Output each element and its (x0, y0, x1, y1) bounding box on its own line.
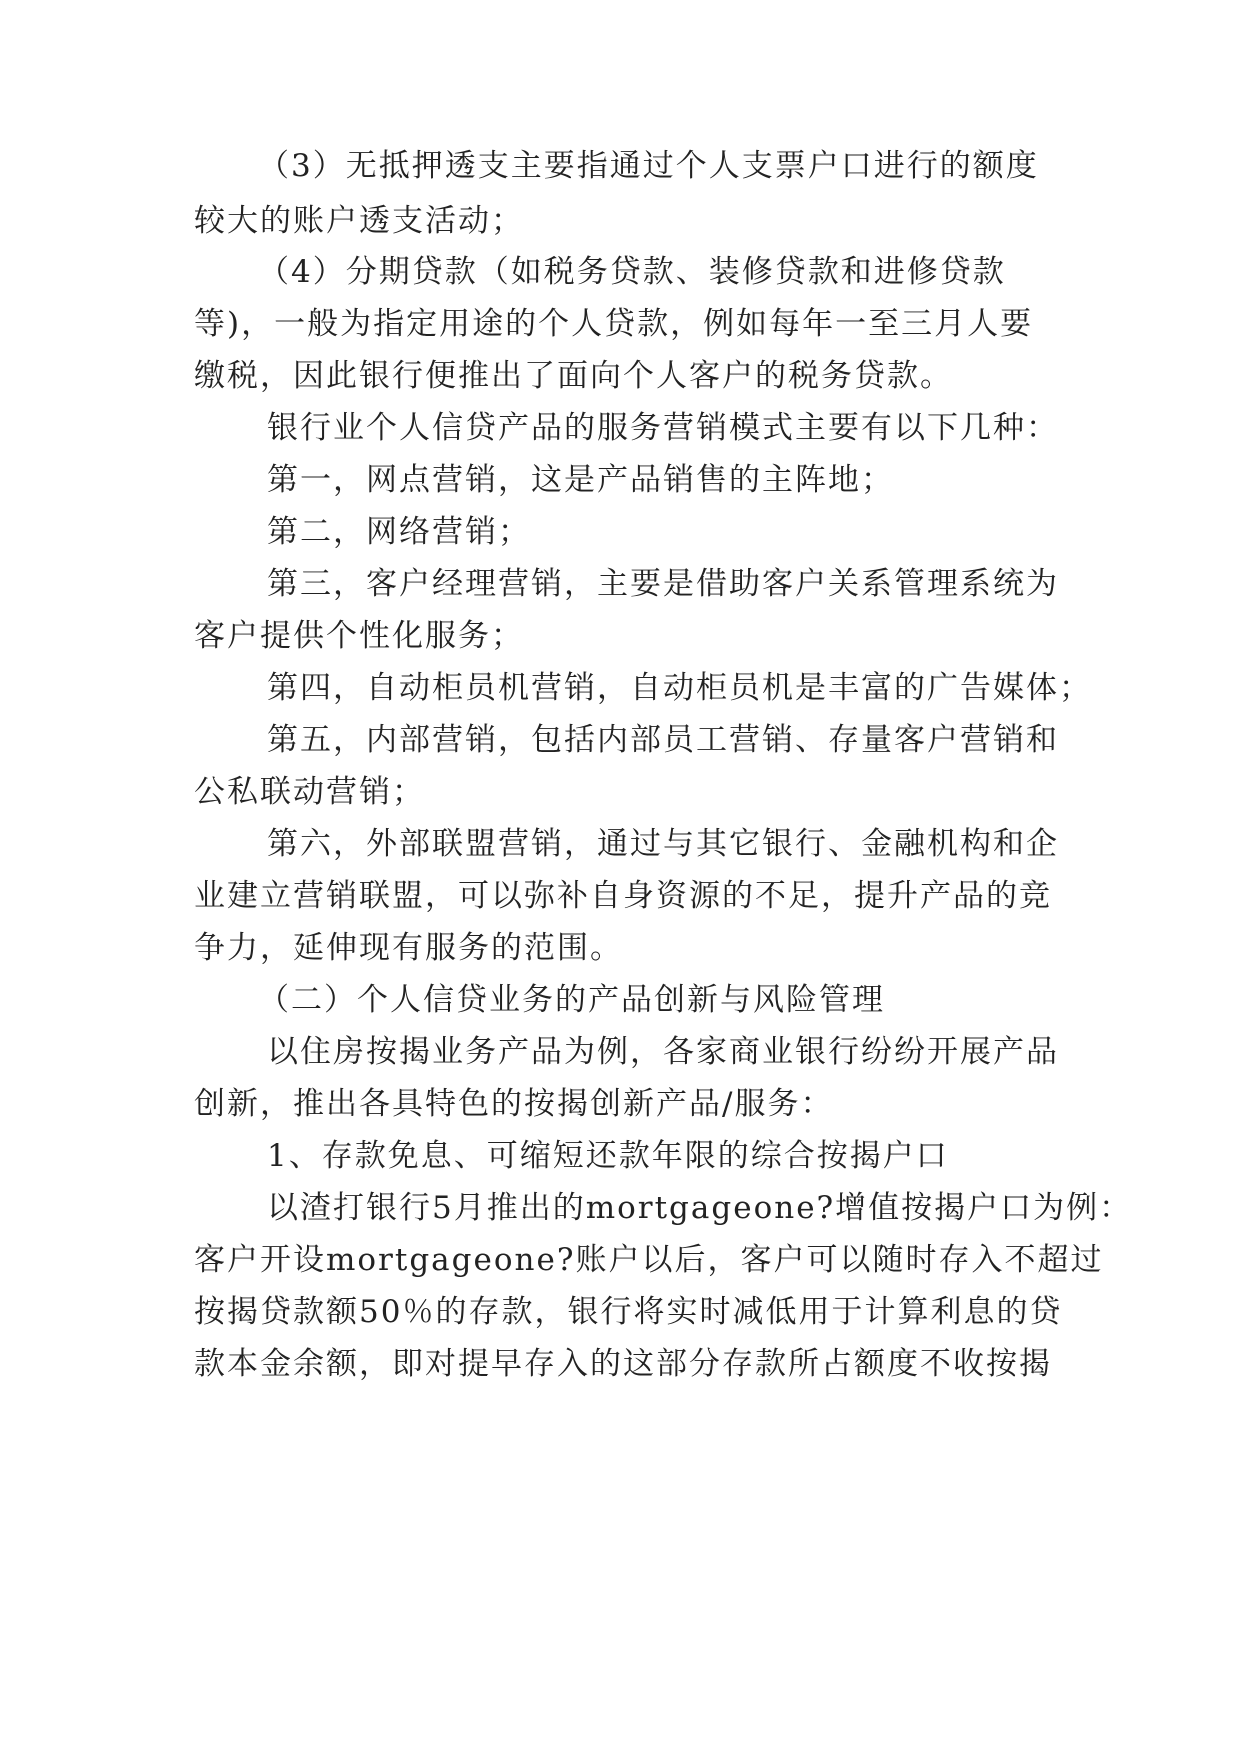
paragraph-line: 等)，一般为指定用途的个人贷款，例如每年一至三月人要 (194, 306, 1034, 342)
section-heading: （二）个人信贷业务的产品创新与风险管理 (258, 982, 885, 1018)
paragraph-line: 较大的账户透支活动； (194, 203, 524, 239)
paragraph-line: 款本金余额，即对提早存入的这部分存款所占额度不收按揭 (194, 1346, 1052, 1382)
paragraph-line: 业建立营销联盟，可以弥补自身资源的不足，提升产品的竞 (194, 878, 1052, 914)
paragraph-line: 客户开设mortgageone?账户以后，客户可以随时存入不超过 (194, 1242, 1104, 1278)
paragraph-line: 缴税，因此银行便推出了面向个人客户的税务贷款。 (194, 358, 953, 394)
paragraph-line: 以住房按揭业务产品为例，各家商业银行纷纷开展产品 (267, 1034, 1059, 1070)
paragraph-line: 公私联动营销； (194, 774, 425, 810)
paragraph-line: 客户提供个性化服务； (194, 618, 524, 654)
paragraph-line: 第一，网点营销，这是产品销售的主阵地； (267, 462, 894, 498)
paragraph-line: 按揭贷款额50％的存款，银行将实时减低用于计算利息的贷 (194, 1294, 1063, 1330)
paragraph-line: 第五，内部营销，包括内部员工营销、存量客户营销和 (267, 722, 1059, 758)
paragraph-line: 第二，网络营销； (267, 514, 531, 550)
paragraph-line: 银行业个人信贷产品的服务营销模式主要有以下几种： (267, 410, 1059, 446)
paragraph-line: 第四，自动柜员机营销，自动柜员机是丰富的广告媒体； (267, 670, 1092, 706)
subheading: 1、存款免息、可缩短还款年限的综合按揭户口 (267, 1138, 949, 1174)
paragraph-line: （4）分期贷款（如税务贷款、装修贷款和进修贷款 (258, 254, 1006, 290)
paragraph-line: （3）无抵押透支主要指通过个人支票户口进行的额度 (258, 148, 1039, 184)
paragraph-line: 创新，推出各具特色的按揭创新产品/服务： (194, 1086, 834, 1122)
paragraph-line: 第三，客户经理营销，主要是借助客户关系管理系统为 (267, 566, 1059, 602)
paragraph-line: 争力，延伸现有服务的范围。 (194, 930, 623, 966)
paragraph-line: 以渣打银行5月推出的mortgageone?增值按揭户口为例： (267, 1190, 1133, 1226)
paragraph-line: 第六，外部联盟营销，通过与其它银行、金融机构和企 (267, 826, 1059, 862)
